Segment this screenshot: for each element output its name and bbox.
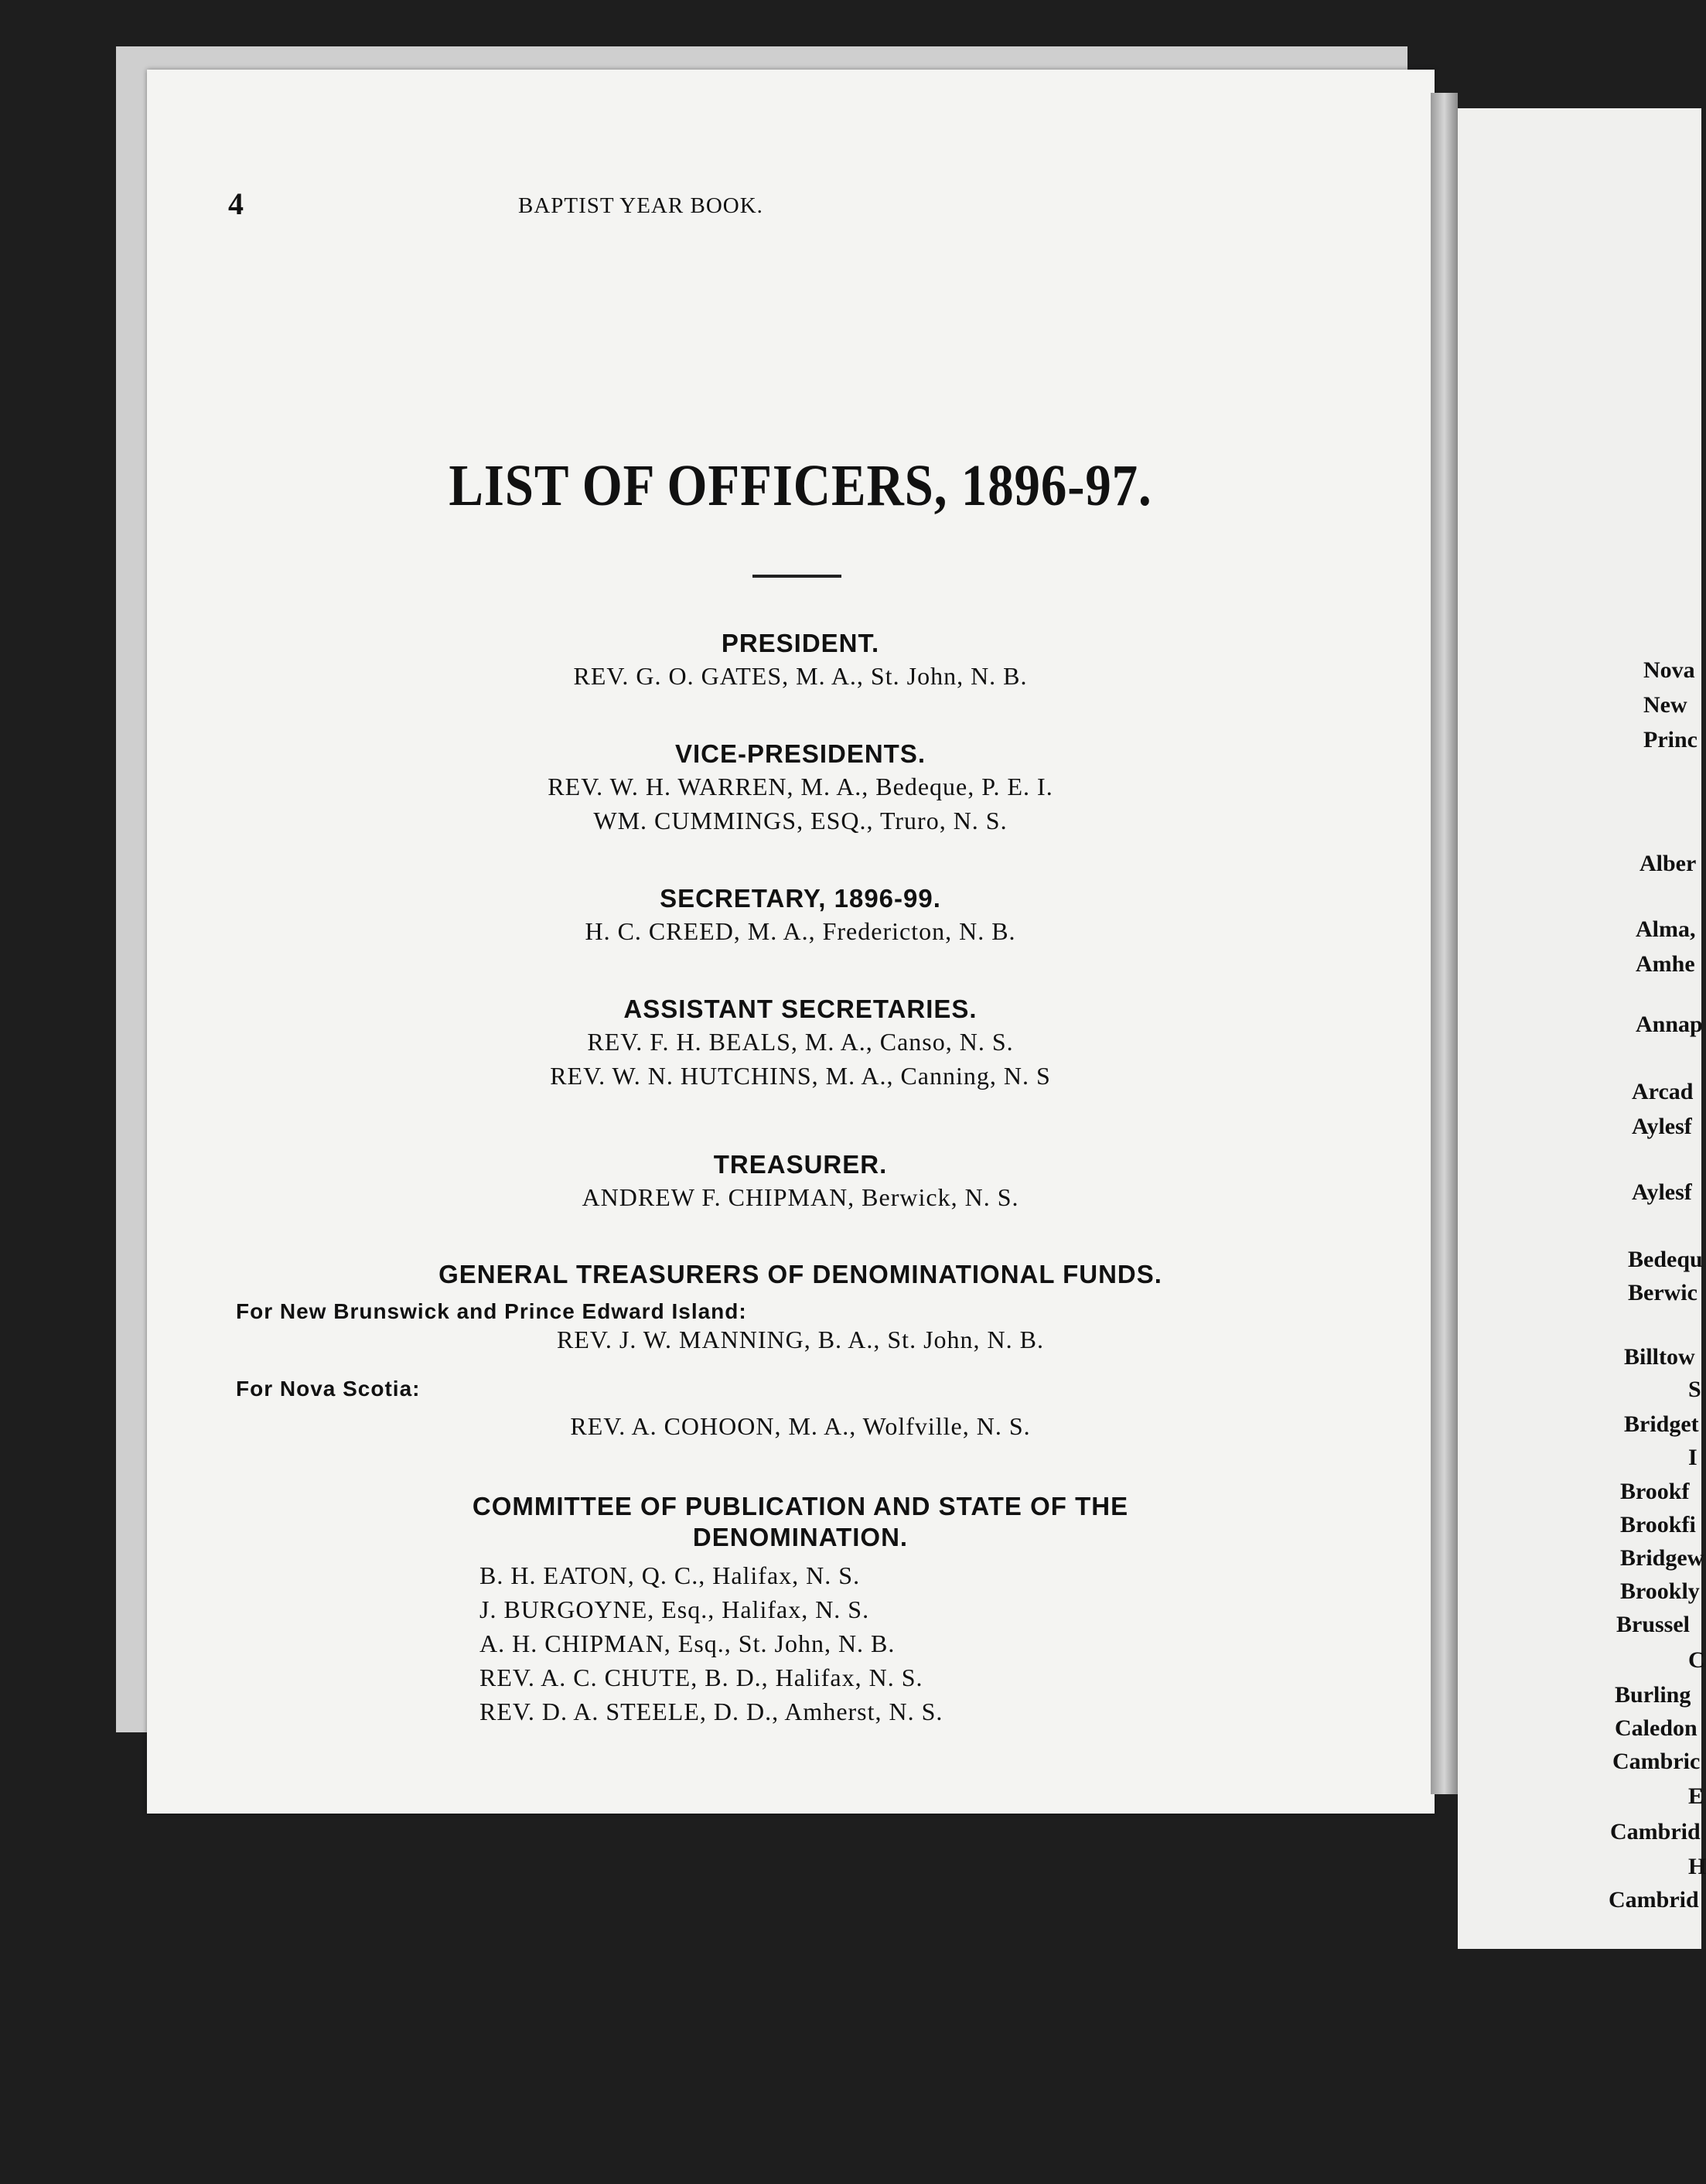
assistant-secretary-1: REV. F. H. BEALS, M. A., Canso, N. S. xyxy=(587,1028,1014,1056)
right-stub: Aylesf xyxy=(1632,1179,1692,1205)
vice-presidents-section xyxy=(0,739,1601,838)
treasurer-heading: TREASURER. xyxy=(713,1150,888,1179)
committee-heading-line2: DENOMINATION. xyxy=(692,1523,909,1551)
committee-member: J. BURGOYNE, Esq., Halifax, N. S. xyxy=(479,1595,870,1623)
right-stub: Brussel xyxy=(1616,1612,1691,1637)
right-stub: Cambrid xyxy=(1610,1819,1701,1844)
right-stub: Billtow xyxy=(1624,1344,1695,1370)
right-stub: New xyxy=(1643,692,1687,718)
right-stub: Arcad xyxy=(1632,1079,1694,1104)
right-stub: Amhe xyxy=(1636,951,1695,977)
nb-treasurer-wrap xyxy=(0,1322,1601,1356)
treasurer-name: ANDREW F. CHIPMAN, Berwick, N. S. xyxy=(582,1183,1019,1211)
secretary-heading: SECRETARY, 1896-99. xyxy=(660,884,941,913)
committee-member: B. H. EATON, Q. C., Halifax, N. S. xyxy=(479,1561,861,1589)
right-stub: Bridgew xyxy=(1620,1545,1704,1571)
right-stub: Burling xyxy=(1615,1682,1691,1708)
vice-president-1: REV. W. H. WARREN, M. A., Bedeque, P. E. I. xyxy=(548,773,1053,800)
secretary-section xyxy=(0,883,1601,948)
book-gutter xyxy=(1431,93,1458,1794)
assistant-secretaries-section xyxy=(0,994,1601,1093)
right-stub: Annap xyxy=(1636,1012,1703,1037)
right-stub: Cambrid xyxy=(1609,1887,1699,1913)
right-stub: Alma, xyxy=(1636,916,1696,942)
right-stub: Princ xyxy=(1643,727,1697,752)
committee-heading-line1: COMMITTEE OF PUBLICATION AND STATE OF THE xyxy=(472,1492,1129,1520)
right-stub: Cambric xyxy=(1612,1749,1701,1774)
vice-president-2: WM. CUMMINGS, ESQ., Truro, N. S. xyxy=(593,807,1008,834)
committee-heading-wrap xyxy=(0,1491,1601,1553)
nb-pei-label: For New Brunswick and Prince Edward Island: xyxy=(236,1299,747,1323)
ns-treasurer-name: REV. A. COHOON, M. A., Wolfville, N. S. xyxy=(570,1412,1031,1440)
committee-member: REV. A. C. CHUTE, B. D., Halifax, N. S. xyxy=(479,1664,923,1691)
nova-scotia-label: For Nova Scotia: xyxy=(236,1377,421,1401)
right-stub: S xyxy=(1688,1377,1701,1402)
assistant-secretary-2: REV. W. N. HUTCHINS, M. A., Canning, N. S xyxy=(550,1062,1051,1090)
right-stub: I xyxy=(1688,1445,1697,1470)
right-page-fragment xyxy=(1458,108,1706,1949)
page-number: 4 xyxy=(228,186,244,221)
committee-member: REV. D. A. STEELE, D. D., Amherst, N. S. xyxy=(479,1698,943,1725)
right-stub: Berwic xyxy=(1628,1280,1697,1305)
right-stub: E xyxy=(1688,1783,1704,1809)
right-stub: Brookfi xyxy=(1620,1512,1696,1537)
general-treasurers-heading: GENERAL TREASURERS OF DENOMINATIONAL FUNDS. xyxy=(438,1260,1162,1288)
committee-member: A. H. CHIPMAN, Esq., St. John, N. B. xyxy=(479,1629,896,1657)
right-stub: Caledon xyxy=(1615,1715,1697,1741)
ns-treasurer-wrap xyxy=(0,1409,1601,1443)
general-treasurers-heading-wrap xyxy=(0,1259,1601,1290)
page-title: LIST OF OFFICERS, 1896-97. xyxy=(449,453,1152,518)
president-heading: PRESIDENT. xyxy=(721,629,880,657)
right-stub: H xyxy=(1688,1854,1706,1879)
nb-treasurer-name: REV. J. W. MANNING, B. A., St. John, N. B. xyxy=(557,1326,1044,1353)
right-stub: Bedequ xyxy=(1628,1247,1703,1272)
right-stub: C xyxy=(1688,1647,1705,1673)
president-name: REV. G. O. GATES, M. A., St. John, N. B. xyxy=(573,662,1028,690)
right-stub: Brookly xyxy=(1620,1578,1700,1604)
right-stub: Alber xyxy=(1639,851,1697,876)
treasurer-section xyxy=(0,1149,1601,1214)
president-section xyxy=(0,628,1601,693)
header-title: BAPTIST YEAR BOOK. xyxy=(518,193,763,218)
title-rule xyxy=(752,575,841,578)
committee-list xyxy=(479,1558,943,1728)
assistant-secretaries-heading: ASSISTANT SECRETARIES. xyxy=(623,995,978,1023)
secretary-name: H. C. CREED, M. A., Fredericton, N. B. xyxy=(585,917,1016,945)
right-stub: Aylesf xyxy=(1632,1114,1692,1139)
right-stub: Bridget xyxy=(1624,1411,1699,1437)
vice-presidents-heading: VICE-PRESIDENTS. xyxy=(674,739,926,768)
right-stub: Brookf xyxy=(1620,1479,1690,1504)
running-header xyxy=(0,186,1601,224)
right-stub: Nova xyxy=(1643,657,1695,683)
